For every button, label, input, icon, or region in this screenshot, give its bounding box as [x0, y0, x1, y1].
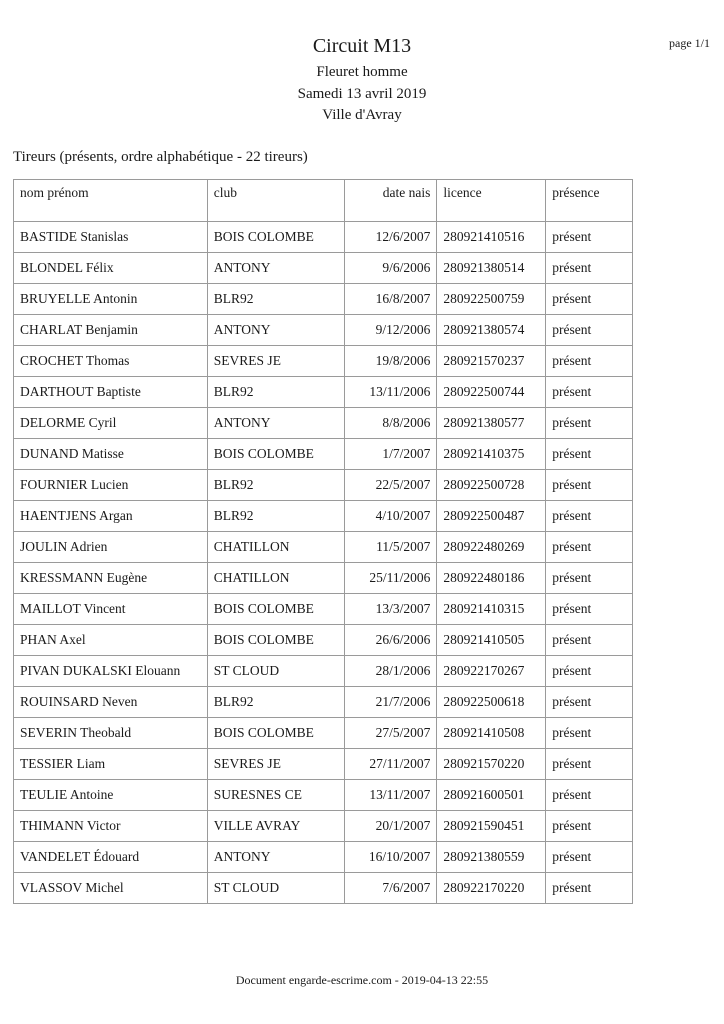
- cell-name: THIMANN Victor: [14, 811, 208, 842]
- cell-name: DARTHOUT Baptiste: [14, 377, 208, 408]
- table-row: [14, 780, 633, 811]
- cell-presence: présent: [546, 439, 633, 470]
- cell-club: BOIS COLOMBE: [207, 594, 344, 625]
- cell-birthdate: 4/10/2007: [344, 501, 437, 532]
- cell-birthdate: 19/8/2006: [344, 346, 437, 377]
- cell-licence: 280922480186: [437, 563, 546, 594]
- cell-birthdate: 12/6/2007: [344, 222, 437, 253]
- cell-presence: présent: [546, 315, 633, 346]
- cell-club: CHATILLON: [207, 563, 344, 594]
- cell-birthdate: 21/7/2006: [344, 687, 437, 718]
- fencers-table: [13, 179, 633, 904]
- cell-club: BLR92: [207, 377, 344, 408]
- cell-presence: présent: [546, 718, 633, 749]
- cell-licence: 280921410375: [437, 439, 546, 470]
- table-row: [14, 594, 633, 625]
- cell-presence: présent: [546, 470, 633, 501]
- table-row: [14, 656, 633, 687]
- cell-club: SURESNES CE: [207, 780, 344, 811]
- cell-licence: 280921410508: [437, 718, 546, 749]
- cell-club: BLR92: [207, 470, 344, 501]
- cell-birthdate: 16/10/2007: [344, 842, 437, 873]
- cell-birthdate: 27/11/2007: [344, 749, 437, 780]
- cell-birthdate: 13/3/2007: [344, 594, 437, 625]
- cell-licence: 280921410505: [437, 625, 546, 656]
- weapon-category: Fleuret homme: [316, 64, 408, 80]
- cell-name: KRESSMANN Eugène: [14, 563, 208, 594]
- cell-licence: 280922500487: [437, 501, 546, 532]
- cell-birthdate: 11/5/2007: [344, 532, 437, 563]
- cell-club: BLR92: [207, 284, 344, 315]
- cell-presence: présent: [546, 563, 633, 594]
- cell-presence: présent: [546, 749, 633, 780]
- table-row: [14, 749, 633, 780]
- cell-presence: présent: [546, 222, 633, 253]
- cell-name: DUNAND Matisse: [14, 439, 208, 470]
- cell-club: BLR92: [207, 687, 344, 718]
- cell-club: VILLE AVRAY: [207, 811, 344, 842]
- cell-licence: 280921380577: [437, 408, 546, 439]
- cell-licence: 280922500744: [437, 377, 546, 408]
- cell-club: ST CLOUD: [207, 873, 344, 904]
- cell-birthdate: 26/6/2006: [344, 625, 437, 656]
- table-row: [14, 501, 633, 532]
- table-row: [14, 718, 633, 749]
- table-row: [14, 873, 633, 904]
- cell-name: SEVERIN Theobald: [14, 718, 208, 749]
- cell-licence: 280921600501: [437, 780, 546, 811]
- document-footer: Document engarde-escrime.com - 2019-04-13 22:55: [235, 973, 489, 987]
- cell-licence: 280922500728: [437, 470, 546, 501]
- cell-club: BOIS COLOMBE: [207, 718, 344, 749]
- cell-licence: 280922480269: [437, 532, 546, 563]
- cell-presence: présent: [546, 377, 633, 408]
- table-row: [14, 346, 633, 377]
- cell-licence: 280922170220: [437, 873, 546, 904]
- cell-presence: présent: [546, 873, 633, 904]
- table-row: [14, 315, 633, 346]
- cell-name: MAILLOT Vincent: [14, 594, 208, 625]
- column-header-presence: présence: [546, 180, 633, 222]
- section-title: Tireurs (présents, ordre alphabétique - 22 tireurs): [13, 149, 308, 165]
- cell-name: FOURNIER Lucien: [14, 470, 208, 501]
- column-header-birthdate: date nais: [344, 180, 437, 222]
- cell-name: VLASSOV Michel: [14, 873, 208, 904]
- table-header-row: [14, 180, 633, 222]
- cell-name: TEULIE Antoine: [14, 780, 208, 811]
- cell-birthdate: 9/6/2006: [344, 253, 437, 284]
- cell-birthdate: 20/1/2007: [344, 811, 437, 842]
- column-header-club: club: [207, 180, 344, 222]
- cell-club: ANTONY: [207, 315, 344, 346]
- table-row: [14, 377, 633, 408]
- table-row: [14, 625, 633, 656]
- cell-birthdate: 28/1/2006: [344, 656, 437, 687]
- cell-club: ANTONY: [207, 253, 344, 284]
- cell-club: SEVRES JE: [207, 749, 344, 780]
- table-row: [14, 842, 633, 873]
- cell-birthdate: 1/7/2007: [344, 439, 437, 470]
- cell-club: CHATILLON: [207, 532, 344, 563]
- cell-name: PIVAN DUKALSKI Elouann: [14, 656, 208, 687]
- cell-name: BASTIDE Stanislas: [14, 222, 208, 253]
- document-title: Circuit M13: [312, 35, 412, 57]
- cell-club: BLR92: [207, 501, 344, 532]
- event-location: Ville d'Avray: [322, 107, 402, 123]
- cell-name: BRUYELLE Antonin: [14, 284, 208, 315]
- cell-name: ROUINSARD Neven: [14, 687, 208, 718]
- table-row: [14, 408, 633, 439]
- cell-club: SEVRES JE: [207, 346, 344, 377]
- cell-presence: présent: [546, 346, 633, 377]
- cell-presence: présent: [546, 532, 633, 563]
- cell-birthdate: 13/11/2006: [344, 377, 437, 408]
- cell-presence: présent: [546, 253, 633, 284]
- cell-presence: présent: [546, 687, 633, 718]
- cell-licence: 280921380559: [437, 842, 546, 873]
- table-row: [14, 563, 633, 594]
- cell-club: BOIS COLOMBE: [207, 439, 344, 470]
- cell-club: BOIS COLOMBE: [207, 222, 344, 253]
- cell-licence: 280921570237: [437, 346, 546, 377]
- cell-name: JOULIN Adrien: [14, 532, 208, 563]
- cell-presence: présent: [546, 625, 633, 656]
- cell-club: ANTONY: [207, 842, 344, 873]
- cell-name: CHARLAT Benjamin: [14, 315, 208, 346]
- cell-licence: 280921590451: [437, 811, 546, 842]
- cell-presence: présent: [546, 408, 633, 439]
- cell-name: HAENTJENS Argan: [14, 501, 208, 532]
- cell-licence: 280922500618: [437, 687, 546, 718]
- table-row: [14, 253, 633, 284]
- cell-birthdate: 9/12/2006: [344, 315, 437, 346]
- cell-licence: 280921570220: [437, 749, 546, 780]
- cell-name: CROCHET Thomas: [14, 346, 208, 377]
- column-header-licence: licence: [437, 180, 546, 222]
- cell-presence: présent: [546, 842, 633, 873]
- cell-licence: 280922170267: [437, 656, 546, 687]
- table-row: [14, 439, 633, 470]
- cell-birthdate: 27/5/2007: [344, 718, 437, 749]
- page-number: page 1/1: [669, 36, 710, 50]
- table-row: [14, 811, 633, 842]
- table-row: [14, 222, 633, 253]
- cell-licence: 280921380514: [437, 253, 546, 284]
- cell-licence: 280921410516: [437, 222, 546, 253]
- cell-club: ST CLOUD: [207, 656, 344, 687]
- cell-birthdate: 25/11/2006: [344, 563, 437, 594]
- cell-birthdate: 13/11/2007: [344, 780, 437, 811]
- event-date: Samedi 13 avril 2019: [297, 86, 427, 102]
- cell-presence: présent: [546, 501, 633, 532]
- cell-birthdate: 8/8/2006: [344, 408, 437, 439]
- cell-name: VANDELET Édouard: [14, 842, 208, 873]
- cell-licence: 280921380574: [437, 315, 546, 346]
- cell-presence: présent: [546, 811, 633, 842]
- table-row: [14, 284, 633, 315]
- table-row: [14, 687, 633, 718]
- cell-name: DELORME Cyril: [14, 408, 208, 439]
- cell-licence: 280921410315: [437, 594, 546, 625]
- cell-birthdate: 22/5/2007: [344, 470, 437, 501]
- table-row: [14, 470, 633, 501]
- cell-name: PHAN Axel: [14, 625, 208, 656]
- cell-club: BOIS COLOMBE: [207, 625, 344, 656]
- cell-name: TESSIER Liam: [14, 749, 208, 780]
- cell-club: ANTONY: [207, 408, 344, 439]
- column-header-name: nom prénom: [14, 180, 208, 222]
- cell-birthdate: 7/6/2007: [344, 873, 437, 904]
- cell-presence: présent: [546, 594, 633, 625]
- cell-presence: présent: [546, 780, 633, 811]
- table-row: [14, 532, 633, 563]
- cell-birthdate: 16/8/2007: [344, 284, 437, 315]
- cell-presence: présent: [546, 656, 633, 687]
- cell-name: BLONDEL Félix: [14, 253, 208, 284]
- cell-licence: 280922500759: [437, 284, 546, 315]
- cell-presence: présent: [546, 284, 633, 315]
